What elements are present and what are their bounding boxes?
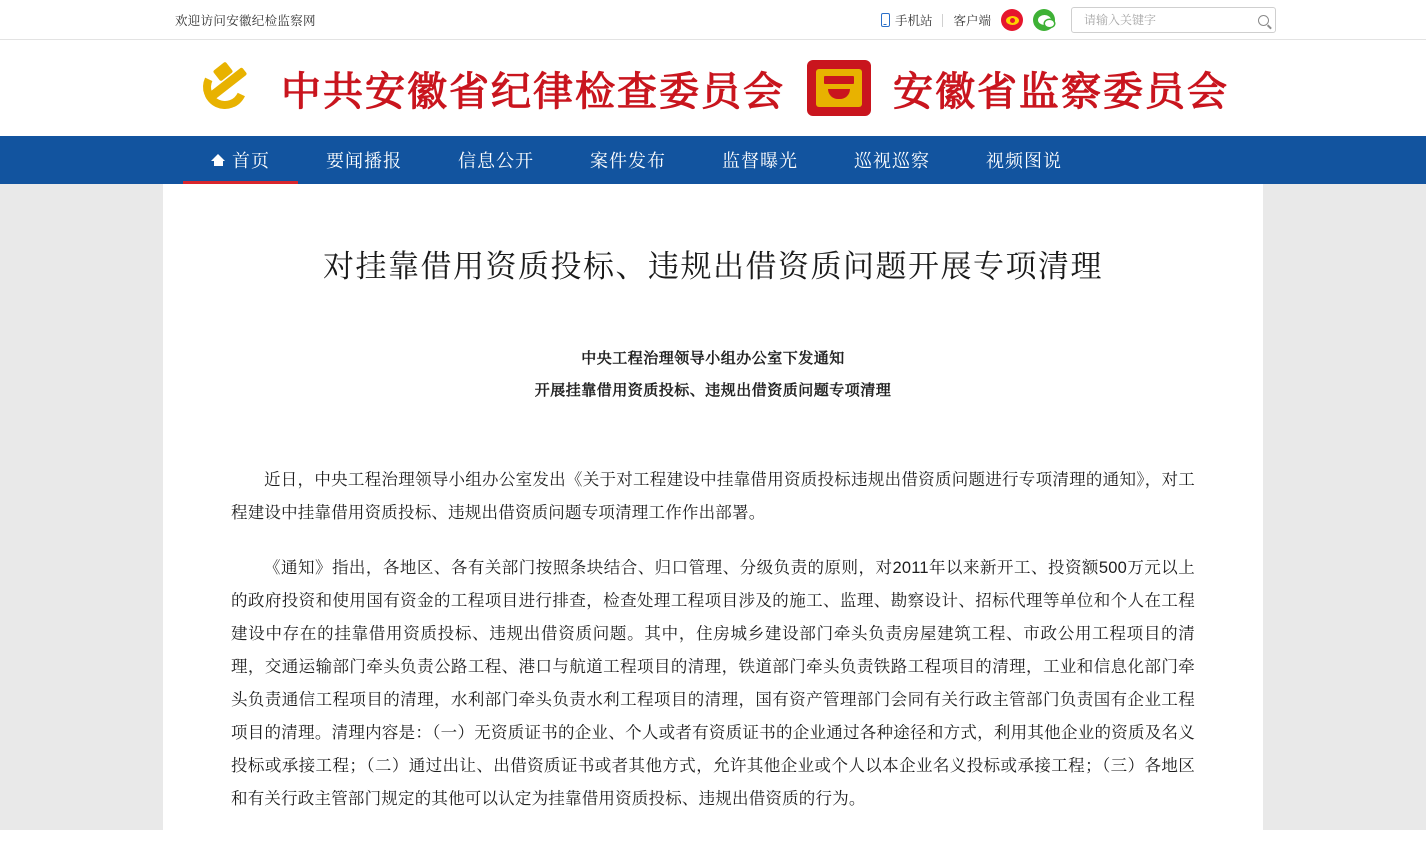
content-area [0, 184, 1426, 830]
nav-item-home[interactable] [183, 136, 298, 184]
top-utility-bar [0, 0, 1426, 40]
nav-label-home: 首页 [232, 151, 270, 171]
nav-label-cases: 案件发布 [590, 151, 666, 171]
mobile-site-link[interactable] [881, 11, 933, 29]
article-container [163, 184, 1263, 830]
site-logo-band [0, 40, 1426, 136]
main-navigation [0, 136, 1426, 184]
nav-item-exposure[interactable] [694, 136, 826, 184]
article-subtitle-line-1: 中央工程治理领导小组办公室下发通知 [581, 350, 845, 368]
client-app-link[interactable] [953, 11, 991, 29]
nav-item-disclosure[interactable] [430, 136, 562, 184]
search-input[interactable] [1082, 12, 1258, 28]
supervisory-commission-title: 安徽省监察委员会 [893, 68, 1229, 115]
nav-item-video[interactable] [958, 136, 1090, 184]
article-paragraph: 近日，中央工程治理领导小组办公室发出《关于对工程建设中挂靠借用资质投标违规出借资质问题进行专项清理的通知》，对工程建设中挂靠借用资质投标、违规出借资质问题专项清理工作作出部署。 [231, 471, 1195, 523]
article-body [231, 464, 1195, 816]
nav-label-news: 要闻播报 [326, 151, 402, 171]
topbar-right-group [881, 0, 1276, 40]
nav-label-disclosure: 信息公开 [458, 151, 534, 171]
mobile-site-label: 手机站 [894, 14, 933, 28]
nav-label-exposure: 监督曝光 [722, 151, 798, 171]
nav-label-video: 视频图说 [986, 151, 1062, 171]
weibo-icon[interactable] [1001, 9, 1023, 31]
nav-item-news[interactable] [298, 136, 430, 184]
search-icon[interactable] [1258, 15, 1269, 26]
ccdi-title: 中共安徽省纪律检查委员会 [281, 68, 785, 115]
search-box[interactable] [1071, 7, 1276, 33]
divider [942, 14, 943, 27]
nav-item-cases[interactable] [562, 136, 694, 184]
national-emblem-icon [807, 60, 871, 116]
page-title: 对挂靠借用资质投标、违规出借资质问题开展专项清理 [323, 249, 1103, 285]
client-app-label: 客户端 [953, 14, 991, 28]
wechat-icon[interactable] [1033, 9, 1055, 31]
nav-item-inspection[interactable] [826, 136, 958, 184]
phone-icon [881, 13, 890, 27]
article-subtitle-line-2: 开展挂靠借用资质投标、违规出借资质问题专项清理 [534, 381, 892, 399]
hammer-sickle-icon [197, 59, 259, 117]
welcome-text: 欢迎访问安徽纪检监察网 [175, 13, 316, 28]
home-icon [211, 154, 225, 166]
nav-label-inspection: 巡视巡察 [854, 151, 930, 171]
article-paragraph: 《通知》指出，各地区、各有关部门按照条块结合、归口管理、分级负责的原则，对2011年以来新开工、投资额500万元以上的政府投资和使用国有资金的工程项目进行排查，检查处理工程项目涉及的施工、监理、勘察设计、招标代理等单位和个人在工程建设中存在的挂靠借用资质投标、违规出借资质问题。其中，住房城乡建设部门牵头负责房屋建筑工程、市政公用工程项目的清理，交通运输部门牵头负责公路工程、港口与航道工程项目的清理，铁道部门牵头负责铁路工程项目的清理，工业和信息化部门牵头负责通信工程项目的清理，水利部门牵头负责水利工程项目的清理，国有资产管理部门会同有关行政主管部门负责国有企业工程项目的清理。清理内容是：（一）无资质证书的企业、个人或者有资质证书的企业通过各种途径和方式，利用其他企业的资质及名义投标或承接工程；（二）通过出让、出借资质证书或者其他方式，允许其他企业或个人以本企业名义投标或承接工程；（三）各地区和有关行政主管部门规定的其他可以认定为挂靠借用资质投标、违规出借资质的行为。 [231, 559, 1195, 809]
